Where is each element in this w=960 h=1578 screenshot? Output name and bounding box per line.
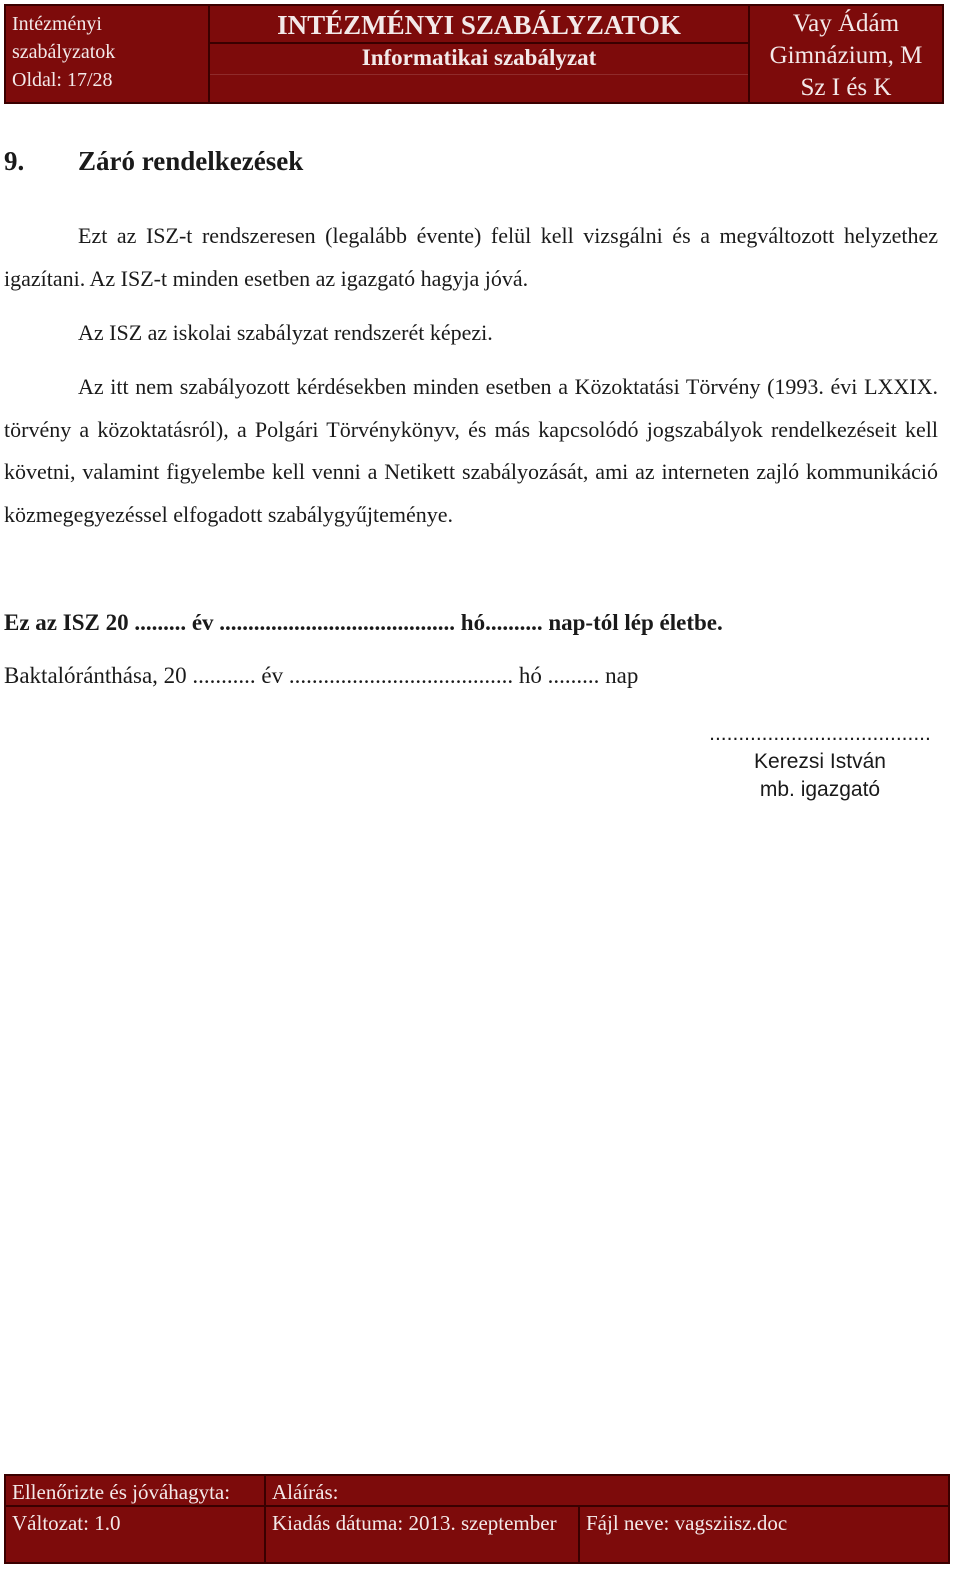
section-heading: [4, 146, 303, 177]
paragraph-regulations: Az itt nem szabályozott kérdésekben minden esetben a Közoktatási Törvény (1993. évi LXXIX. törvény a közoktatásról), a Polgári Törvénykönyv, és más kapcsolódó jogszabályok rendelkezéseit kell követni, valamint figyelembe kell venni a Netikett szabályozását, ami az interneten zajló kommunikáció közmegegyezéssel elfogadott szabálygyűjteménye.: [4, 374, 938, 527]
footer-signature-label: Aláírás:: [266, 1476, 948, 1507]
signature-dots: ......................................: [709, 722, 931, 745]
header-title: INTÉZMÉNYI SZABÁLYZATOK: [210, 8, 748, 44]
footer-version: Változat: 1.0: [6, 1507, 266, 1562]
place-date-line: Baktalóránthása, 20 ........... év ....................................... hó ......... nap: [4, 663, 639, 688]
header-subtitle: Informatikai szabályzat: [210, 42, 748, 75]
header-school: [750, 6, 942, 102]
footer-issue-date: Kiadás dátuma: 2013. szeptember: [266, 1507, 580, 1562]
header-school-line2: Gimnázium, M: [769, 42, 923, 69]
header-page-info: Oldal: 17/28: [12, 69, 113, 91]
signatory-role: mb. igazgató: [759, 778, 881, 801]
section-number: 9.: [4, 146, 25, 176]
header-title-block: [210, 6, 750, 102]
header-doc-info: [6, 6, 210, 102]
header-left-line1: Intézményi: [12, 13, 102, 35]
header-school-line1: Vay Ádám: [792, 10, 900, 37]
paragraph-system: Az ISZ az iskolai szabályzat rendszerét képezi.: [78, 320, 493, 345]
signatory-name: Kerezsi István: [754, 750, 886, 773]
footer-file-name: Fájl neve: vagsziisz.doc: [586, 1511, 788, 1535]
footer-approved-label: Ellenőrizte és jóváhagyta:: [6, 1476, 266, 1507]
signature-block: [700, 720, 940, 804]
page-header: [4, 4, 944, 104]
header-school-line3: Sz I és K: [800, 74, 892, 101]
header-left-line2: szabályzatok: [12, 41, 116, 63]
section-title: Záró rendelkezések: [78, 146, 304, 176]
paragraph-review: Ezt az ISZ-t rendszeresen (legalább évente) felül kell vizsgálni és a megváltozott helyzethez igazítani. Az ISZ-t minden esetben az igazgató hagyja jóvá.: [4, 223, 938, 291]
effective-date-line: Ez az ISZ 20 ......... év ......................................... hó.......... nap-tól lép életbe.: [4, 610, 723, 635]
page-footer: [4, 1474, 950, 1564]
